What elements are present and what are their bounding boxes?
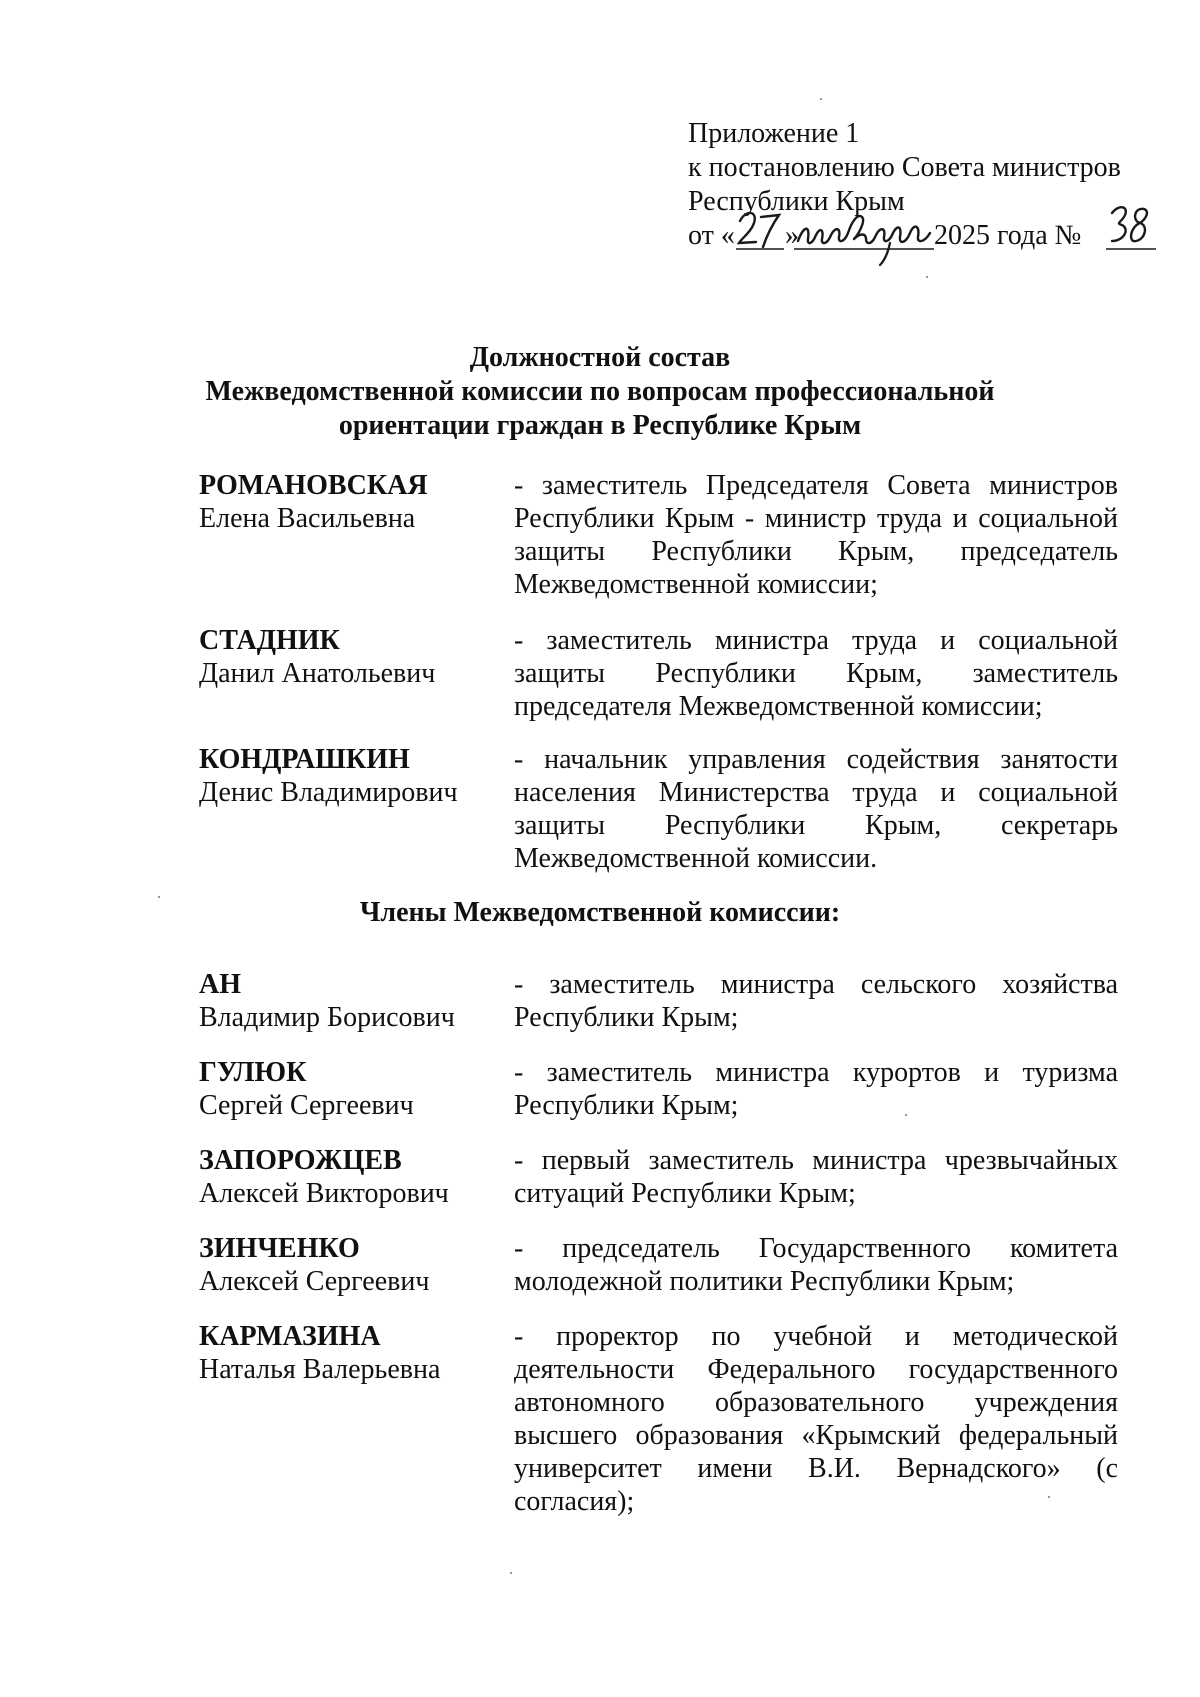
appendix-label: Приложение 1 xyxy=(688,118,860,149)
scan-speck xyxy=(158,896,160,898)
appendix-date-line xyxy=(688,219,1158,253)
entry-position: - заместитель министра сельского хозяйства Республики Крым; xyxy=(514,969,1118,1033)
entry-given-name: Елена Васильевна xyxy=(199,503,416,534)
document-title xyxy=(150,341,1050,443)
entry-surname: РОМАНОВСКАЯ xyxy=(199,470,428,501)
entry-surname: АН xyxy=(199,969,241,1000)
appendix-issuer: Республики Крым xyxy=(688,186,905,217)
title-line-3: ориентации граждан в Республике Крым xyxy=(338,410,862,441)
entry-given-name: Наталья Валерьевна xyxy=(199,1354,441,1385)
scan-speck xyxy=(905,1114,907,1116)
entry-position: - первый заместитель министра чрезвычайных ситуаций Республики Крым; xyxy=(514,1145,1118,1209)
scan-speck xyxy=(1048,1496,1050,1498)
entry-given-name: Владимир Борисович xyxy=(199,1002,455,1033)
entry-given-name: Данил Анатольевич xyxy=(199,658,436,689)
date-quote-close: » xyxy=(785,220,799,251)
entry-position: - начальник управления содействия занятости населения Министерства труда и социальной защиты Республики Крым, секретарь Межведомственной комиссии. xyxy=(514,744,1118,874)
entry-surname: СТАДНИК xyxy=(199,625,340,656)
title-line-2: Межведомственной комиссии по вопросам профессиональной xyxy=(205,376,995,407)
scan-speck xyxy=(926,276,928,278)
entry-position: - заместитель министра труда и социальной защиты Республики Крым, заместитель председателя Межведомственной комиссии; xyxy=(514,625,1118,722)
entry-position: - проректор по учебной и методической деятельности Федерального государственного автономного образовательного учреждения высшего образования «Крымский федеральный университет имени В.И. Вернадского» (с согласия); xyxy=(514,1321,1118,1517)
scan-speck xyxy=(820,98,822,100)
entry-given-name: Алексей Сергеевич xyxy=(199,1266,430,1297)
entry-surname: КОНДРАШКИН xyxy=(199,744,410,775)
title-line-1: Должностной состав xyxy=(469,342,731,373)
date-prefix: от « xyxy=(688,220,735,251)
entry-position: - председатель Государственного комитета молодежной политики Республики Крым; xyxy=(514,1233,1118,1297)
appendix-header xyxy=(688,117,1158,253)
date-year: 2025 года № xyxy=(934,220,1082,251)
entry-surname: ЗАПОРОЖЦЕВ xyxy=(199,1145,402,1176)
entry-surname: ЗИНЧЕНКО xyxy=(199,1233,360,1264)
entry-surname: КАРМАЗИНА xyxy=(199,1321,381,1352)
entry-surname: ГУЛЮК xyxy=(199,1057,307,1088)
entry-given-name: Денис Владимирович xyxy=(199,777,458,808)
entry-given-name: Сергей Сергеевич xyxy=(199,1090,414,1121)
appendix-resolution-ref: к постановлению Совета министров xyxy=(688,152,1121,183)
handwritten-day xyxy=(734,205,786,255)
handwritten-month xyxy=(794,203,934,267)
entry-given-name: Алексей Викторович xyxy=(199,1178,449,1209)
entry-position: - заместитель министра курортов и туризма Республики Крым; xyxy=(514,1057,1118,1121)
handwritten-number xyxy=(1106,201,1156,255)
scan-speck xyxy=(510,1572,512,1574)
entry-position: - заместитель Председателя Совета министров Республики Крым - министр труда и социальной защиты Республики Крым, председатель Межведомственной комиссии; xyxy=(514,470,1118,600)
members-heading: Члены Межведомственной комиссии: xyxy=(359,897,841,928)
